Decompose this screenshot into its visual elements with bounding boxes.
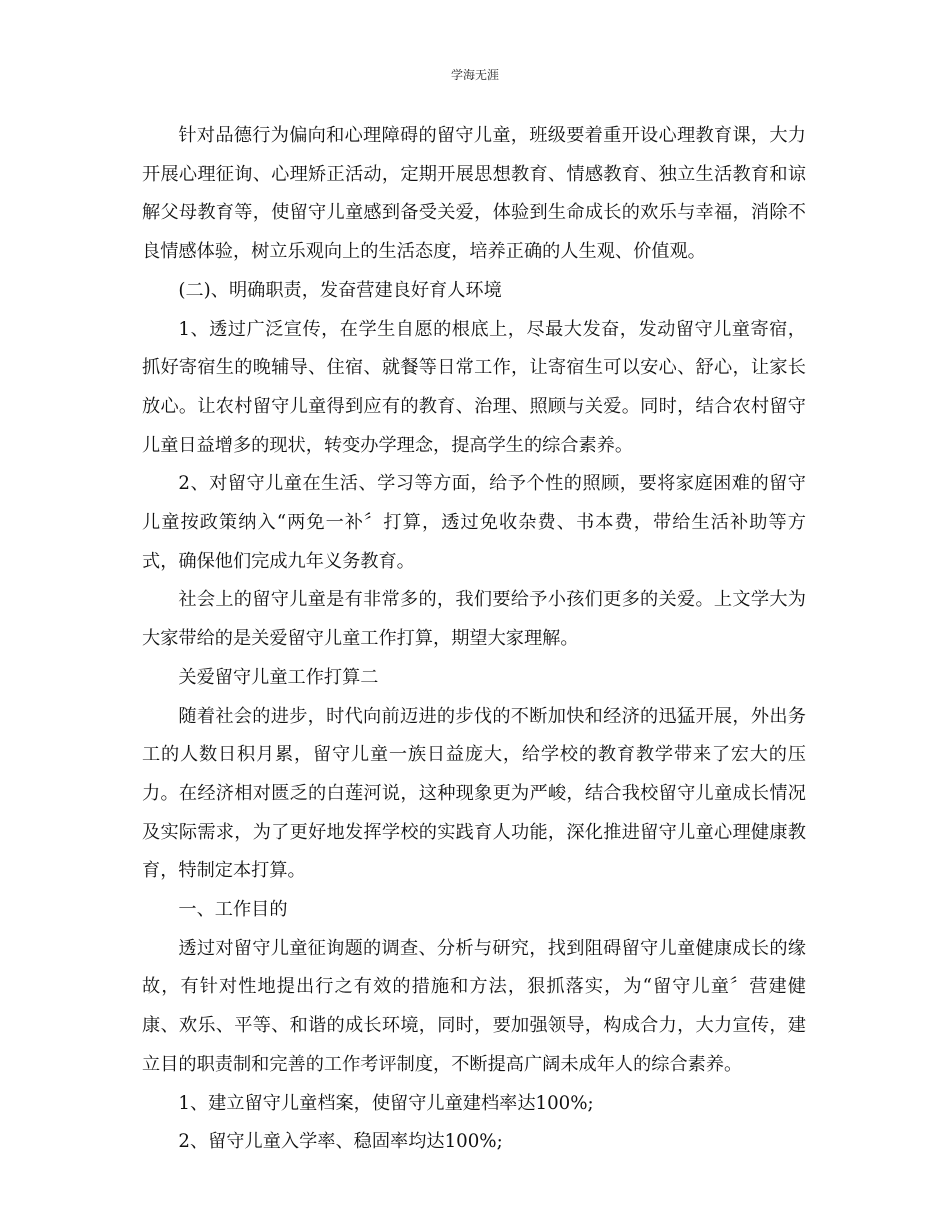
paragraph: 透过对留守儿童征询题的调查、分析与研究，找到阻碍留守儿童健康成长的缘故，有针对性地提出行之有效的措施和方法，狠抓落实，为“留守儿童〞营建健康、欢乐、平等、和谐的成长环境，同时，要加强领导，构成合力，大力宣传，建立目的职责制和完善的工作考评制度，不断提高广阔未成年人的综合素养。	[142, 937, 806, 1075]
list-item: 2、留守儿童入学率、稳固率均达100%;	[178, 1131, 503, 1153]
section-heading: (二)、明确职责，发奋营建良好育人环境	[178, 279, 502, 301]
paragraph: 1、透过广泛宣传，在学生自愿的根底上，尽最大发奋，发动留守儿童寄宿，抓好寄宿生的晚辅导、住宿、就餐等日常工作，让寄宿生可以安心、舒心，让家长放心。让农村留守儿童得到应有的教育、治理、照顾与关爱。同时，结合农村留守儿童日益增多的现状，转变办学理念，提高学生的综合素养。	[142, 318, 806, 456]
paragraph: 社会上的留守儿童是有非常多的，我们要给予小孩们更多的关爱。上文学大为大家带给的是关爱留守儿童工作打算，期望大家理解。	[142, 589, 806, 650]
section-heading: 一、工作目的	[178, 899, 288, 921]
paragraph: 2、对留守儿童在生活、学习等方面，给予个性的照顾，要将家庭困难的留守儿童按政策纳入“两免一补〞打算，透过免收杂费、书本费，带给生活补助等方式，确保他们完成九年义务教育。	[142, 473, 806, 572]
paragraph: 针对品德行为偏向和心理障碍的留守儿童，班级要着重开设心理教育课，大力开展心理征询、心理矫正活动，定期开展思想教育、情感教育、独立生活教育和谅解父母教育等，使留守儿童感到备受关爱，体验到生命成长的欢乐与幸福，消除不良情感体验，树立乐观向上的生活态度，培养正确的人生观、价值观。	[142, 125, 806, 263]
document-body	[142, 117, 806, 1162]
list-item: 1、建立留守儿童档案，使留守儿童建档率达100%;	[178, 1092, 594, 1114]
paragraph: 随着社会的进步，时代向前迈进的步伐的不断加快和经济的迅猛开展，外出务工的人数日积月累，留守儿童一族日益庞大，给学校的教育教学带来了宏大的压力。在经济相对匮乏的白莲河说，这种现象更为严峻，结合我校留守儿童成长情况及实际需求，为了更好地发挥学校的实践育人功能，深化推进留守儿童心理健康教育，特制定本打算。	[142, 705, 806, 882]
section-heading: 关爱留守儿童工作打算二	[178, 666, 379, 688]
page-header: 学海无涯	[450, 68, 499, 82]
